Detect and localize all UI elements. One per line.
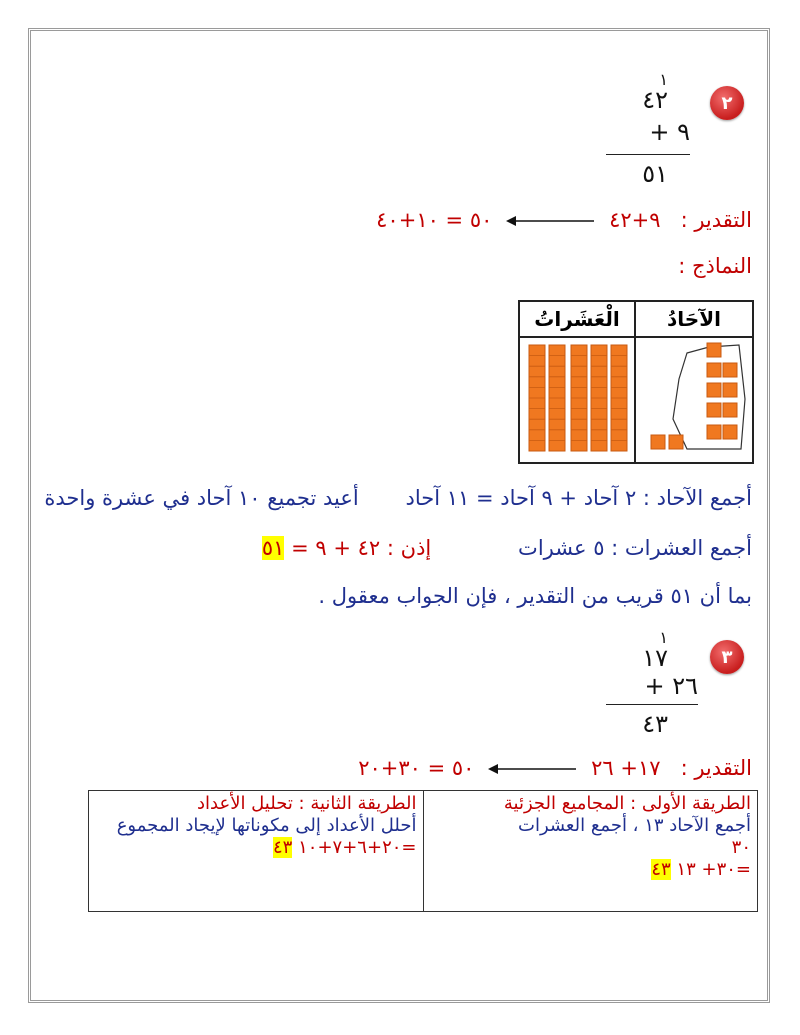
models-label: النماذج : xyxy=(678,254,752,278)
methods-table xyxy=(88,790,758,912)
conclusion-text: إذن : ٤٢ + ٩ = xyxy=(291,536,432,560)
estimate-result: ٥٠ = ٣٠+٢٠ xyxy=(358,756,475,780)
ones-cubes xyxy=(637,339,751,457)
highlighted-answer: ٥١ xyxy=(261,536,285,560)
method2-expression: =٢٠+٦+٧+١٠ xyxy=(298,837,417,858)
method1-step: أجمع الآحاد ١٣ ، أجمع العشرات xyxy=(518,815,751,836)
sum-result: ٤٣ xyxy=(642,710,668,738)
highlighted-answer: ٤٣ xyxy=(651,859,671,880)
estimate-label: التقدير : xyxy=(680,756,752,780)
addend-top: ١٧ xyxy=(642,644,668,672)
method1-expression: =٣٠+ ١٣ xyxy=(676,859,751,880)
sum-rule xyxy=(606,154,690,155)
carry-digit: ١ xyxy=(659,70,668,89)
reasonable-line: بما أن ٥١ قريب من التقدير ، فإن الجواب معقول . xyxy=(318,584,752,608)
estimate-expression: ٩+٤٢ xyxy=(609,208,661,232)
arrow-left-icon xyxy=(506,215,596,227)
ones-sum-line xyxy=(44,486,752,510)
estimate-line xyxy=(376,208,752,232)
method2-equation xyxy=(95,837,417,859)
place-value-table xyxy=(518,300,754,464)
ones-header: الآحَادُ xyxy=(635,301,753,337)
sum-rule xyxy=(606,704,698,705)
method-decompose xyxy=(89,791,423,911)
method2-step: أحلل الأعداد إلى مكوناتها لإيجاد المجموع xyxy=(116,815,417,836)
method1-equation xyxy=(430,859,752,881)
estimate-label: التقدير : xyxy=(680,208,752,232)
arrow-left-icon xyxy=(488,763,578,775)
tens-rods xyxy=(521,339,633,457)
estimate-line xyxy=(358,756,752,780)
addend-bottom: ٢٦ + xyxy=(644,672,698,700)
sum-result: ٥١ xyxy=(642,160,668,188)
tens-sum-line xyxy=(262,536,752,560)
method1-title: الطريقة الأولى : المجاميع الجزئية xyxy=(503,793,751,814)
exercise-number-badge: ٢ xyxy=(710,86,744,120)
method1-tens: ٣٠ xyxy=(731,837,751,858)
estimate-expression: ١٧+ ٢٦ xyxy=(591,756,661,780)
addend-top: ٤٢ xyxy=(642,86,668,114)
highlighted-answer: ٤٣ xyxy=(273,837,293,858)
carry-digit: ١ xyxy=(659,628,668,647)
ones-sum-text: أجمع الآحاد : ٢ آحاد + ٩ آحاد = ١١ آحاد xyxy=(405,486,752,510)
method2-title: الطريقة الثانية : تحليل الأعداد xyxy=(196,793,417,814)
tens-cell xyxy=(519,337,635,463)
method-partial-sums xyxy=(423,791,758,911)
regroup-text: أعيد تجميع ١٠ آحاد في عشرة واحدة xyxy=(44,486,359,510)
ones-cell xyxy=(635,337,753,463)
tens-header: الْعَشَراتُ xyxy=(519,301,635,337)
exercise-number-badge: ٣ xyxy=(710,640,744,674)
addend-bottom: ٩ + xyxy=(649,118,690,146)
estimate-result: ٥٠ = ١٠+٤٠ xyxy=(376,208,493,232)
tens-sum-text: أجمع العشرات : ٥ عشرات xyxy=(518,536,752,560)
